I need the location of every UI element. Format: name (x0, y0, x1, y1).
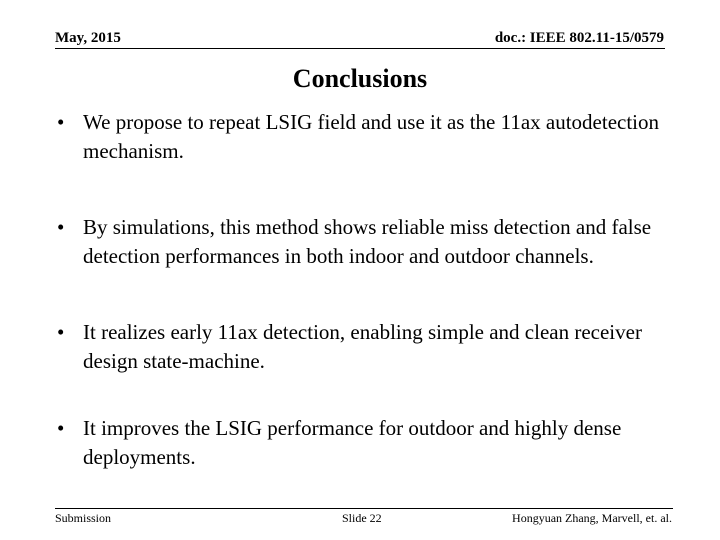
header-date: May, 2015 (55, 30, 121, 46)
bullet-marker: • (57, 110, 65, 134)
bullet-list (55, 108, 675, 472)
footer-divider (55, 508, 673, 509)
footer-authors: Hongyuan Zhang, Marvell, et. al. (512, 511, 672, 525)
bullet-text: By simulations, this method shows reliable miss detection and false detection performances in both indoor and outdoor channels. (83, 215, 652, 268)
slide-title: Conclusions (292, 64, 428, 93)
bullet-item (55, 318, 675, 376)
bullet-item (55, 414, 675, 472)
bullet-item (55, 108, 675, 166)
bullet-text: It realizes early 11ax detection, enabling simple and clean receiver design state-machine. (83, 320, 642, 373)
bullet-text: It improves the LSIG performance for outdoor and highly dense deployments. (83, 416, 622, 469)
footer-submission: Submission (55, 511, 112, 525)
bullet-text: We propose to repeat LSIG field and use it as the 11ax autodetection mechanism. (83, 110, 660, 163)
bullet-marker: • (57, 416, 65, 440)
bullet-item (55, 213, 675, 271)
bullet-marker: • (57, 215, 65, 239)
header-divider (55, 48, 665, 49)
bullet-marker: • (57, 320, 65, 344)
footer-slide-number: Slide 22 (342, 511, 382, 525)
header-doc-id: doc.: IEEE 802.11-15/0579 (494, 30, 664, 46)
